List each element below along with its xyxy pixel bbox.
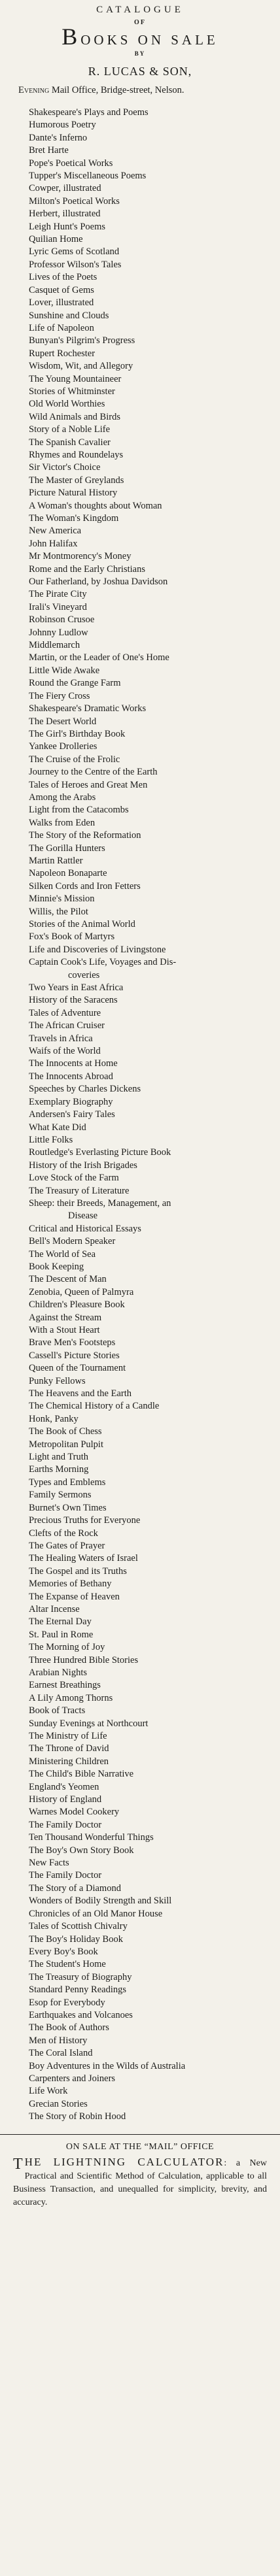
book-title: Boy Adventures in the Wilds of Australia [29, 2060, 186, 2071]
book-title: Every Boy's Book [29, 1946, 98, 1957]
book-title: The Book of Authors [29, 2022, 109, 2033]
book-title: Altar Incense [29, 1603, 80, 1614]
book-title: Wonders of Bodily Strength and Skill [29, 1896, 172, 1907]
book-title: Rupert Rochester [29, 348, 96, 359]
catalogue-heading: CATALOGUE [96, 5, 184, 15]
book-title: Quilian Home [29, 234, 83, 245]
book-title: Martin, or the Leader of One's Home [29, 652, 169, 663]
book-title: New Facts [29, 1858, 69, 1869]
book-title: coveries [68, 969, 100, 980]
book-title: The Gospel and its Truths [29, 1565, 127, 1577]
book-title: Disease [68, 1211, 98, 1222]
book-title: Metropolitan Pulpit [29, 1439, 103, 1450]
book-title: Ten Thousand Wonderful Things [29, 1832, 154, 1843]
book-title: The Expanse of Heaven [29, 1591, 120, 1602]
book-title: Esop for Everybody [29, 1997, 105, 2008]
book-title: Types and Emblems [29, 1477, 106, 1488]
book-title: Sunday Evenings at Northcourt [29, 1718, 149, 1729]
book-title: History of England [29, 1794, 102, 1805]
book-title: Lyric Gems of Scotland [29, 246, 120, 258]
book-title: The African Cruiser [29, 1020, 105, 1031]
book-title: Silken Cords and Iron Fetters [29, 880, 141, 892]
book-title: The Descent of Man [29, 1274, 107, 1285]
advert-title: HE LIGHTNING CALCULATOR [24, 2155, 224, 2168]
book-title: Light from the Catacombs [29, 805, 129, 816]
book-title: Stories of the Animal World [29, 919, 135, 929]
address-evening: Evening [18, 85, 50, 95]
book-title: A Woman's thoughts about Woman [29, 500, 162, 511]
book-title: Johnny Ludlow [29, 627, 88, 638]
book-title: Leigh Hunt's Poems [29, 221, 105, 232]
book-title: Chronicles of an Old Manor House [29, 1908, 163, 1919]
book-title: Speeches by Charles Dickens [29, 1084, 141, 1095]
advert-body: : a New Practical and Scientific Method of Calculation, applicable to all Business Transaction, and unequalled for simplicity, brevity, and accuracy. [13, 2158, 267, 2207]
book-title: The Treasury of Biography [29, 1971, 132, 1982]
book-title-list [20, 107, 260, 2124]
book-title: Men of History [29, 2035, 88, 2046]
book-title: Punky Fellows [29, 1375, 86, 1386]
book-title: The Story of a Diamond [29, 1882, 121, 1894]
book-title: The World of Sea [29, 1248, 96, 1260]
book-title: The Student's Home [29, 1959, 106, 1970]
book-title: The Desert World [29, 716, 97, 727]
section-divider [0, 2134, 280, 2135]
book-title: Family Sermons [29, 1490, 92, 1501]
book-title: Precious Truths for Everyone [29, 1515, 141, 1526]
book-title: A Lily Among Thorns [29, 1692, 113, 1703]
books-on-sale-heading [20, 24, 260, 50]
book-title: Arabian Nights [29, 1667, 87, 1678]
book-title: Earthquakes and Volcanoes [29, 2009, 133, 2020]
by-label: BY [134, 50, 146, 57]
book-title: Bret Harte [29, 145, 69, 156]
lightning-calculator-advert [13, 2156, 267, 2209]
book-title: Story of a Noble Life [29, 424, 111, 435]
book-title: Waifs of the World [29, 1046, 101, 1057]
of-label: OF [134, 19, 146, 26]
book-title: Three Hundred Bible Stories [29, 1654, 139, 1665]
book-title: The Cruise of the Frolic [29, 754, 120, 765]
book-title: What Kate Did [29, 1122, 86, 1133]
book-title: The Chemical History of a Candle [29, 1401, 160, 1412]
book-title: Rhymes and Roundelays [29, 449, 124, 460]
book-title: Journey to the Centre of the Earth [29, 767, 158, 778]
book-title: Yankee Drolleries [29, 741, 97, 752]
book-title: The Innocents at Home [29, 1058, 118, 1069]
book-title: Children's Pleasure Book [29, 1299, 125, 1311]
book-title: Captain Cook's Life, Voyages and Dis- [29, 957, 177, 968]
book-title: Walks from Eden [29, 817, 96, 828]
book-title: Carpenters and Joiners [29, 2073, 116, 2084]
book-title: The Fiery Cross [29, 690, 90, 701]
book-title: Round the Grange Farm [29, 678, 121, 689]
book-title: The Ministry of Life [29, 1731, 107, 1741]
book-title: England's Yeomen [29, 1781, 99, 1792]
book-title: The Heavens and the Earth [29, 1388, 132, 1399]
book-title: Shakespeare's Dramatic Works [29, 703, 147, 714]
book-title: Robinson Crusoe [29, 614, 95, 626]
book-title: Martin Rattler [29, 855, 83, 866]
book-title: Grecian Stories [29, 2098, 88, 2109]
book-title: Tales of Heroes and Great Men [29, 779, 148, 790]
book-title: The Spanish Cavalier [29, 437, 111, 448]
book-title: Shakespeare's Plays and Poems [29, 107, 149, 118]
book-title: Life Work [29, 2086, 68, 2097]
on-sale-heading: ON SALE AT THE “MAIL” OFFICE [65, 2141, 215, 2152]
book-title: Honk, Panky [29, 1413, 79, 1424]
book-title: The Child's Bible Narrative [29, 1769, 134, 1780]
book-title: Lover, illustrated [29, 297, 94, 309]
book-title: Wild Animals and Birds [29, 411, 120, 422]
book-title: Earths Morning [29, 1464, 89, 1475]
book-title: The Treasury of Literature [29, 1185, 130, 1196]
book-title: St. Paul in Rome [29, 1629, 94, 1640]
book-title: Life and Discoveries of Livingstone [29, 944, 166, 955]
book-title: Book Keeping [29, 1261, 84, 1272]
book-title: Milton's Poetical Works [29, 195, 120, 207]
book-title: Among the Arabs [29, 792, 96, 803]
book-title: The Innocents Abroad [29, 1071, 113, 1082]
book-title: Two Years in East Africa [29, 982, 124, 994]
book-title: Exemplary Biography [29, 1096, 113, 1107]
book-title: The Woman's Kingdom [29, 513, 119, 524]
book-title: History of the Saracens [29, 995, 118, 1006]
book-title: Burnet's Own Times [29, 1502, 107, 1513]
book-title: Sir Victor's Choice [29, 462, 101, 473]
book-title: Little Wide Awake [29, 665, 100, 676]
book-title: The Family Doctor [29, 1819, 102, 1830]
address-rest: Mail Office, Bridge-street, Nelson. [49, 85, 184, 95]
books-initial: B [61, 24, 81, 50]
book-title: Sheep: their Breeds, Management, an [29, 1197, 171, 1209]
book-title: New America [29, 526, 82, 537]
book-title: Against the Stream [29, 1312, 102, 1323]
book-title: The Story of Robin Hood [29, 2111, 126, 2122]
book-title: The Family Doctor [29, 1870, 102, 1881]
book-title: Earnest Breathings [29, 1680, 101, 1691]
book-title: The Throne of David [29, 1743, 109, 1754]
book-title: The Gorilla Hunters [29, 843, 105, 854]
book-title: Andersen's Fairy Tales [29, 1109, 115, 1120]
book-title: The Master of Greylands [29, 475, 124, 486]
book-title: Tales of Scottish Chivalry [29, 1921, 128, 1932]
book-title: Little Folks [29, 1134, 73, 1145]
book-title: Book of Tracts [29, 1705, 86, 1716]
book-title: The Book of Chess [29, 1426, 102, 1437]
book-title: Our Fatherland, by Joshua Davidson [29, 577, 168, 588]
book-title: Cassell's Picture Stories [29, 1350, 120, 1361]
book-title: The Eternal Day [29, 1616, 92, 1628]
book-title: Minnie's Mission [29, 894, 95, 905]
book-title: John Halifax [29, 538, 78, 549]
book-title: Middlemarch [29, 640, 80, 651]
book-title: Irali's Vineyard [29, 601, 87, 612]
book-title: With a Stout Heart [29, 1325, 100, 1335]
book-title: Clefts of the Rock [29, 1528, 98, 1539]
book-title: Sunshine and Clouds [29, 310, 109, 321]
book-title: Professor Wilson's Tales [29, 259, 122, 270]
book-title: Queen of the Tournament [29, 1363, 126, 1374]
book-title: The Story of the Reformation [29, 830, 141, 841]
book-title: The Gates of Prayer [29, 1540, 105, 1551]
book-title: The Coral Island [29, 2048, 93, 2059]
book-title: The Morning of Joy [29, 1642, 105, 1653]
publisher-address [18, 84, 260, 96]
book-title: Travels in Africa [29, 1033, 93, 1044]
book-title: Bunyan's Pilgrim's Progress [29, 335, 135, 346]
book-title: The Young Mountaineer [29, 373, 122, 384]
book-title: Warnes Model Cookery [29, 1807, 120, 1818]
book-title: Tupper's Miscellaneous Poems [29, 171, 147, 182]
book-title: Old World Worthies [29, 399, 105, 410]
book-title: Humorous Poetry [29, 120, 96, 131]
book-title: Picture Natural History [29, 488, 118, 499]
book-title: Brave Men's Footsteps [29, 1337, 116, 1348]
book-title: Light and Truth [29, 1452, 89, 1463]
book-title: Zenobia, Queen of Palmyra [29, 1286, 134, 1297]
book-title: Cowper, illustrated [29, 183, 101, 194]
book-title: Memories of Bethany [29, 1579, 112, 1590]
book-title: The Pirate City [29, 589, 87, 600]
book-title: Bell's Modern Speaker [29, 1236, 116, 1247]
book-title: Routledge's Everlasting Picture Book [29, 1147, 171, 1158]
book-title: The Healing Waters of Israel [29, 1553, 138, 1564]
advert-initial: T [13, 2155, 23, 2173]
book-title: The Girl's Birthday Book [29, 728, 126, 739]
book-title: Stories of Whitminster [29, 386, 115, 397]
book-title: Fox's Book of Martyrs [29, 931, 115, 943]
book-title: Willis, the Pilot [29, 906, 88, 917]
book-title: Lives of the Poets [29, 272, 97, 283]
book-title: The Boy's Own Story Book [29, 1845, 134, 1856]
book-title: Herbert, illustrated [29, 209, 101, 220]
book-title: The Boy's Holiday Book [29, 1933, 123, 1945]
book-title: Tales of Adventure [29, 1007, 101, 1018]
book-title: Wisdom, Wit, and Allegory [29, 361, 133, 372]
book-title: History of the Irish Brigades [29, 1160, 137, 1171]
book-title: Love Stock of the Farm [29, 1173, 119, 1184]
book-title: Pope's Poetical Works [29, 158, 113, 169]
books-rest: OOKS ON SALE [80, 32, 219, 48]
book-title: Casquet of Gems [29, 284, 94, 295]
book-title: Critical and Historical Essays [29, 1223, 141, 1234]
book-title: Standard Penny Readings [29, 1984, 127, 1996]
book-title: Ministering Children [29, 1756, 109, 1767]
book-title: Napoleon Bonaparte [29, 868, 107, 879]
book-title: Mr Montmorency's Money [29, 551, 131, 562]
book-title: Dante's Inferno [29, 132, 88, 143]
book-title: Life of Napoleon [29, 322, 94, 333]
book-title: Rome and the Early Christians [29, 563, 145, 575]
publisher-name: R. LUCAS & SON, [88, 65, 192, 78]
